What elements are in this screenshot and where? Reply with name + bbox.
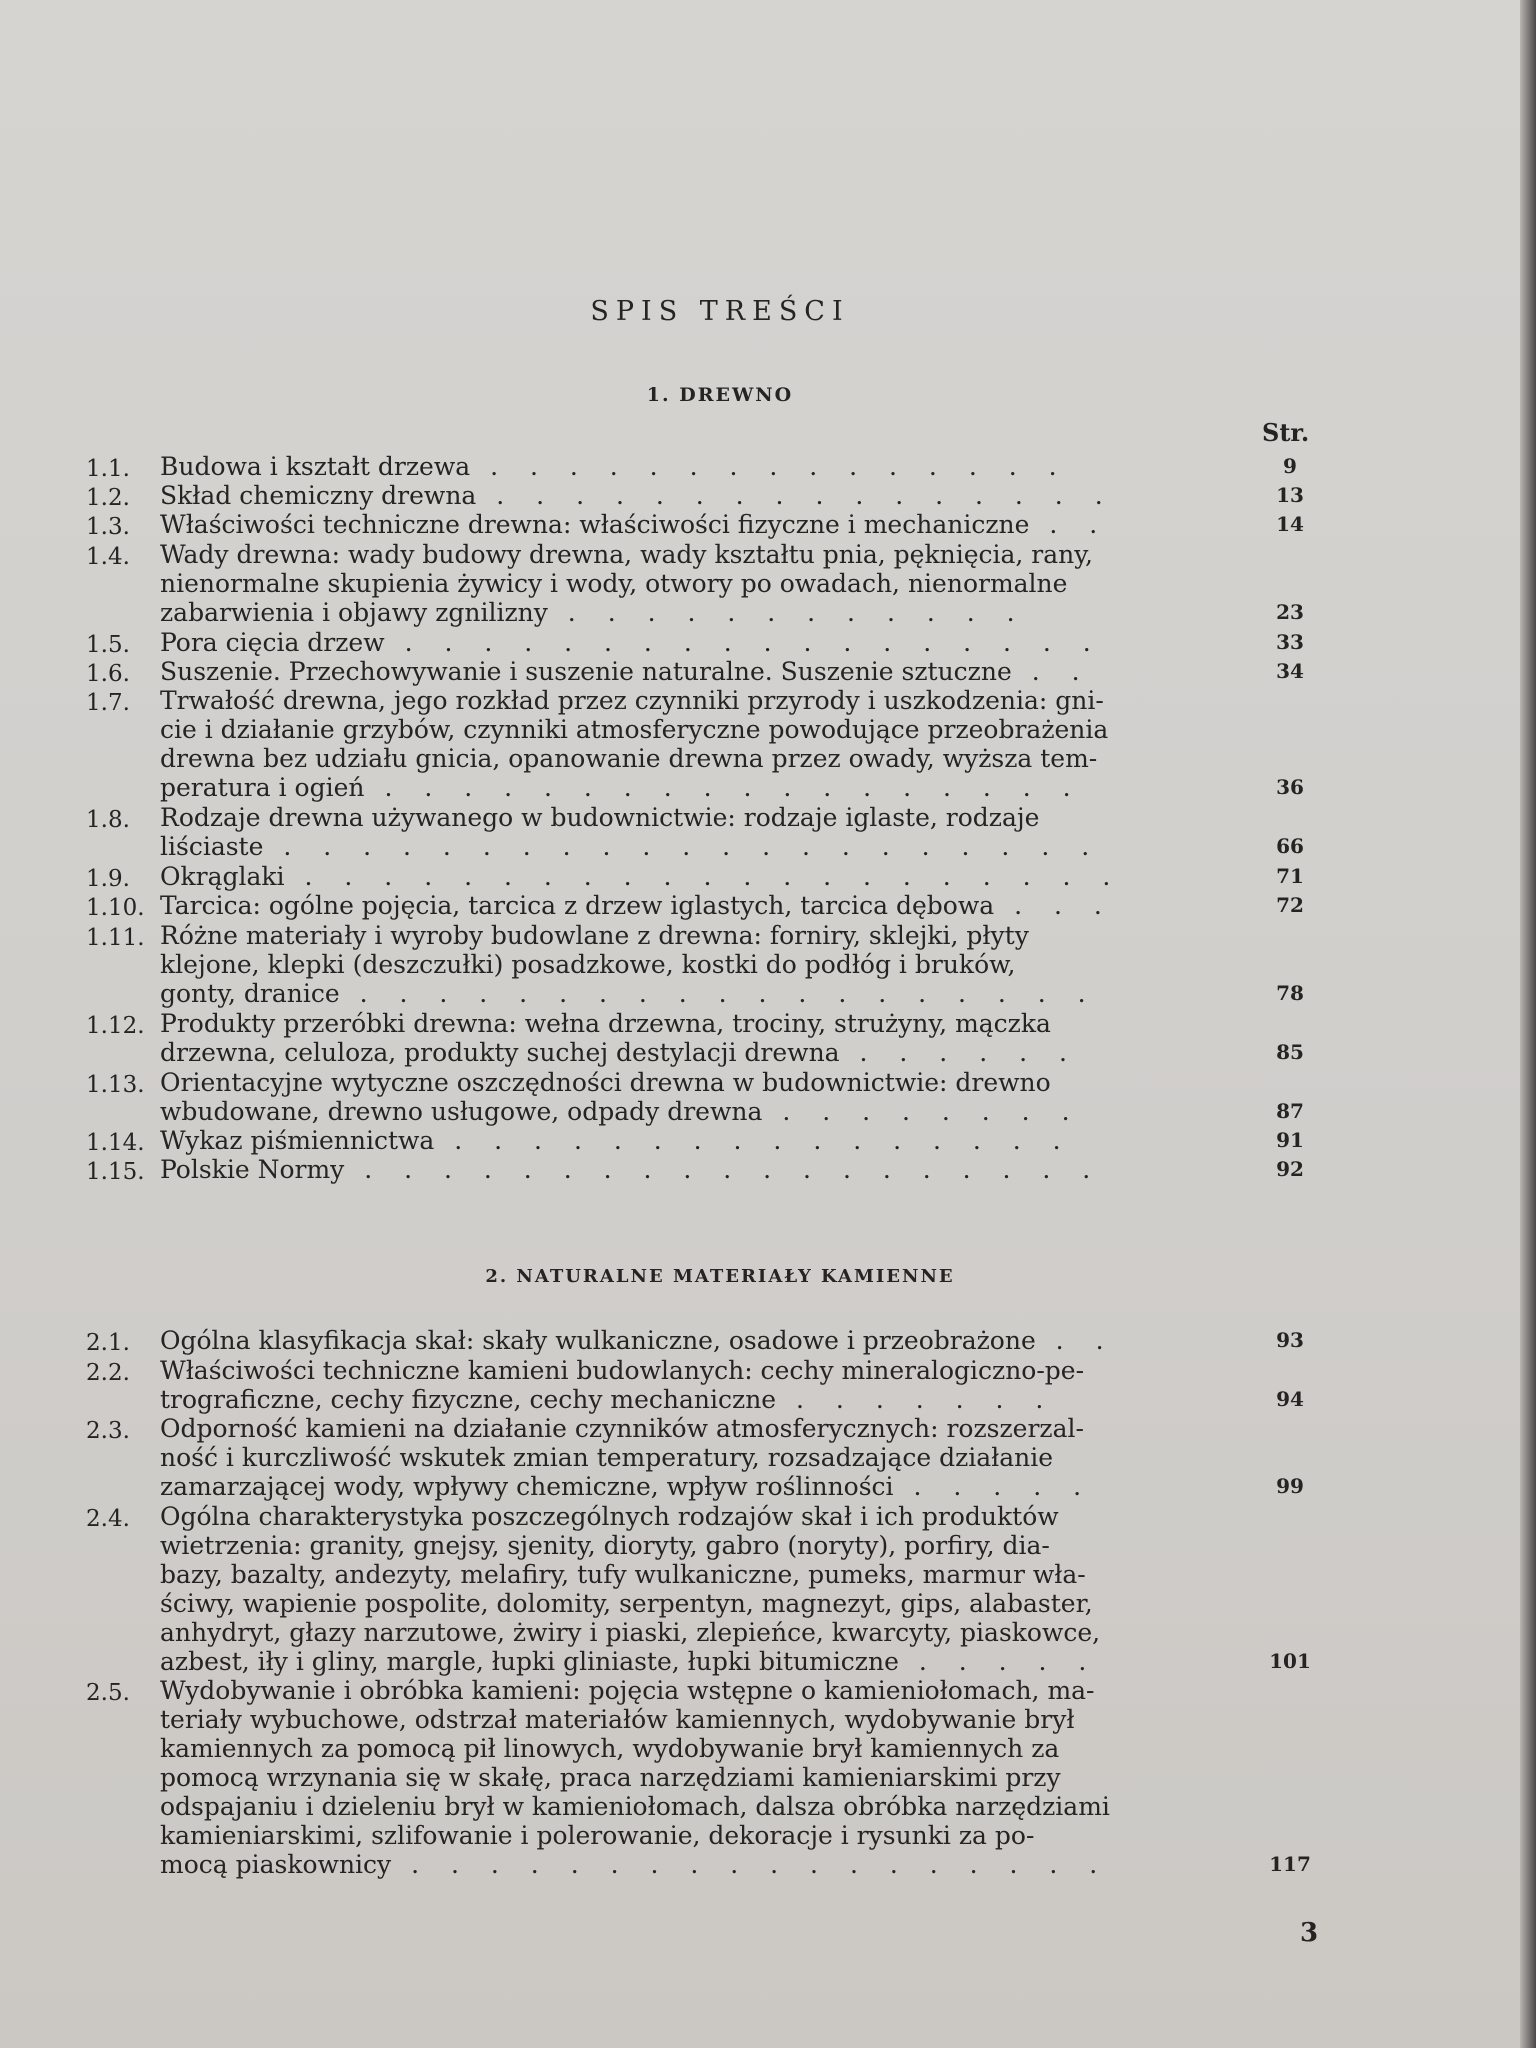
toc-entry-text: peratura i ogień . . . . . . . . . . . . . . . . . . <box>160 773 1083 802</box>
toc-entry-text: drzewna, celuloza, produkty suchej destylacji drewna . . . . . . <box>160 1038 1079 1067</box>
toc-entry-page: 78 <box>1276 981 1304 1005</box>
toc-entry-number: 1.9. <box>86 866 130 892</box>
toc-entry-number: 2.1. <box>86 1330 130 1356</box>
toc-entry-text: Odporność kamieni na działanie czynników atmosferycznych: rozszerzal- <box>160 1414 1084 1443</box>
toc-entry-text: Właściwości techniczne kamieni budowlanych: cechy mineralogiczno-pe- <box>160 1356 1085 1385</box>
toc-entry-page: 85 <box>1276 1040 1304 1064</box>
toc-entry-page: 87 <box>1276 1099 1304 1123</box>
toc-entry-text: gonty, dranice . . . . . . . . . . . . . . . . . . . <box>160 979 1098 1008</box>
toc-entry-page: 91 <box>1276 1128 1304 1152</box>
toc-entry-text: Wykaz piśmiennictwa . . . . . . . . . . . . . . . . <box>160 1126 1073 1155</box>
toc-entry-text: ściwy, wapienie pospolite, dolomity, serpentyn, magnezyt, gips, alabaster, <box>160 1589 1093 1618</box>
toc-entry-page: 117 <box>1269 1852 1311 1876</box>
toc-entry-page: 34 <box>1276 659 1304 683</box>
toc-entry-page: 93 <box>1276 1328 1304 1352</box>
toc-entry-number: 1.11. <box>86 925 145 951</box>
toc-entry-text: Produkty przeróbki drewna: wełna drzewna, trociny, strużyny, mączka <box>160 1009 1051 1038</box>
toc-entry-text: Budowa i kształt drzewa . . . . . . . . . . . . . . . <box>160 452 1069 481</box>
toc-entry-text: odspajaniu i dzieleniu brył w kamieniołomach, dalsza obróbka narzędziami <box>160 1792 1110 1821</box>
toc-entry-number: 2.5. <box>86 1680 130 1706</box>
toc-entry-page: 23 <box>1276 600 1304 624</box>
toc-entry-page: 99 <box>1276 1474 1304 1498</box>
chapter-2-heading: 2. NATURALNE MATERIAŁY KAMIENNE <box>485 1266 955 1287</box>
toc-entry-number: 1.6. <box>86 661 130 687</box>
toc-entry-text: teriały wybuchowe, odstrzał materiałów kamiennych, wydobywanie brył <box>160 1705 1075 1734</box>
toc-entry-number: 2.3. <box>86 1418 130 1444</box>
toc-entry-text: Skład chemiczny drewna . . . . . . . . . . . . . . . . <box>160 481 1115 510</box>
toc-entry-number: 2.4. <box>86 1506 130 1532</box>
page-edge-shadow <box>1520 0 1536 2048</box>
toc-entry-text: liściaste . . . . . . . . . . . . . . . . . . . . . <box>160 832 1102 861</box>
toc-entry-text: Okrąglaki . . . . . . . . . . . . . . . . . . . . . <box>160 862 1123 891</box>
toc-entry-number: 2.2. <box>86 1360 130 1386</box>
toc-entry-text: kamiennych za pomocą pił linowych, wydobywanie brył kamiennych za <box>160 1734 1060 1763</box>
toc-entry-text: ność i kurczliwość wskutek zmian temperatury, rozsadzające działanie <box>160 1443 1054 1472</box>
toc-entry-text: zamarzającej wody, wpływy chemiczne, wpływ roślinności . . . . . <box>160 1472 1094 1501</box>
toc-entry-text: Tarcica: ogólne pojęcia, tarcica z drzew iglastych, tarcica dębowa . . . <box>160 891 1114 920</box>
toc-entry-text: klejone, klepki (deszczułki) posadzkowe, kostki do podłóg i bruków, <box>160 950 1016 979</box>
toc-entry-text: Właściwości techniczne drewna: właściwości fizyczne i mechaniczne . . <box>160 510 1110 539</box>
toc-entry-text: drewna bez udziału gnicia, opanowanie drewna przez owady, wyższa tem- <box>160 744 1098 773</box>
toc-entry-text: kamieniarskimi, szlifowanie i polerowanie, dekoracje i rysunki za po- <box>160 1821 1035 1850</box>
toc-entry-page: 66 <box>1276 834 1304 858</box>
toc-entry-page: 9 <box>1283 454 1297 478</box>
toc-entry-number: 1.3. <box>86 514 130 540</box>
toc-entry-number: 1.14. <box>86 1130 145 1156</box>
toc-title: SPIS TREŚCI <box>590 296 850 327</box>
toc-entry-page: 72 <box>1276 893 1304 917</box>
toc-entry-page: 14 <box>1276 512 1304 536</box>
toc-entry-number: 1.13. <box>86 1072 145 1098</box>
toc-entry-text: nienormalne skupienia żywicy i wody, otwory po owadach, nienormalne <box>160 569 1068 598</box>
toc-entry-page: 94 <box>1276 1387 1304 1411</box>
toc-entry-text: Rodzaje drewna używanego w budownictwie: rodzaje iglaste, rodzaje <box>160 803 1040 832</box>
toc-entry-text: Suszenie. Przechowywanie i suszenie naturalne. Suszenie sztuczne . . <box>160 657 1092 686</box>
toc-entry-text: Wady drewna: wady budowy drewna, wady kształtu pnia, pęknięcia, rany, <box>160 540 1093 569</box>
toc-entry-number: 1.2. <box>86 485 130 511</box>
toc-entry-page: 101 <box>1269 1649 1311 1673</box>
toc-entry-text: zabarwienia i objawy zgnilizny . . . . . . . . . . . . <box>160 598 1027 627</box>
toc-entry-text: azbest, iły i gliny, margle, łupki gliniaste, łupki bitumiczne . . . . . <box>160 1647 1099 1676</box>
toc-entry-text: Różne materiały i wyroby budowlane z drewna: forniry, sklejki, płyty <box>160 921 1029 950</box>
toc-entry-number: 1.4. <box>86 544 130 570</box>
toc-entry-text: pomocą wrzynania się w skałę, praca narzędziami kamieniarskimi przy <box>160 1763 1061 1792</box>
toc-entry-text: Ogólna klasyfikacja skał: skały wulkaniczne, osadowe i przeobrażone . . <box>160 1326 1116 1355</box>
toc-entry-text: wietrzenia: granity, gnejsy, sjenity, dioryty, gabro (noryty), porfiry, dia- <box>160 1531 1050 1560</box>
toc-entry-text: trograficzne, cechy fizyczne, cechy mechaniczne . . . . . . . <box>160 1385 1056 1414</box>
toc-entry-page: 36 <box>1276 775 1304 799</box>
toc-entry-text: Pora cięcia drzew . . . . . . . . . . . . . . . . . . <box>160 628 1103 657</box>
toc-entry-text: Wydobywanie i obróbka kamieni: pojęcia wstępne o kamieniołomach, ma- <box>160 1676 1095 1705</box>
toc-entry-text: Orientacyjne wytyczne oszczędności drewna w budownictwie: drewno <box>160 1068 1051 1097</box>
page-number: 3 <box>1300 1918 1319 1948</box>
toc-entry-number: 1.10. <box>86 895 145 921</box>
toc-entry-text: Polskie Normy . . . . . . . . . . . . . . . . . . . <box>160 1155 1103 1184</box>
toc-entry-number: 1.5. <box>86 632 130 658</box>
chapter-1-heading: 1. DREWNO <box>646 384 794 406</box>
toc-entry-number: 1.1. <box>86 456 130 482</box>
toc-entry-page: 71 <box>1276 864 1304 888</box>
toc-entry-number: 1.8. <box>86 807 130 833</box>
toc-entry-number: 1.7. <box>86 690 130 716</box>
toc-entry-text: Trwałość drewna, jego rozkład przez czynniki przyrody i uszkodzenia: gni- <box>160 686 1104 715</box>
toc-entry-page: 92 <box>1276 1157 1304 1181</box>
toc-entry-text: anhydryt, głazy narzutowe, żwiry i piaski, zlepieńce, kwarcyty, piaskowce, <box>160 1618 1101 1647</box>
toc-entry-text: cie i działanie grzybów, czynniki atmosferyczne powodujące przeobrażenia <box>160 715 1109 744</box>
page-column-label: Str. <box>1262 418 1310 447</box>
toc-entry-number: 1.12. <box>86 1013 145 1039</box>
toc-entry-number: 1.15. <box>86 1159 145 1185</box>
toc-entry-text: bazy, bazalty, andezyty, melafiry, tufy wulkaniczne, pumeks, marmur wła- <box>160 1560 1086 1589</box>
toc-entry-text: Ogólna charakterystyka poszczególnych rodzajów skał i ich produktów <box>160 1502 1059 1531</box>
toc-entry-page: 13 <box>1276 483 1304 507</box>
toc-entry-text: mocą piaskownicy . . . . . . . . . . . . . . . . . . <box>160 1850 1110 1879</box>
toc-entry-text: wbudowane, drewno usługowe, odpady drewna . . . . . . . . <box>160 1097 1082 1126</box>
toc-entry-page: 33 <box>1276 630 1304 654</box>
